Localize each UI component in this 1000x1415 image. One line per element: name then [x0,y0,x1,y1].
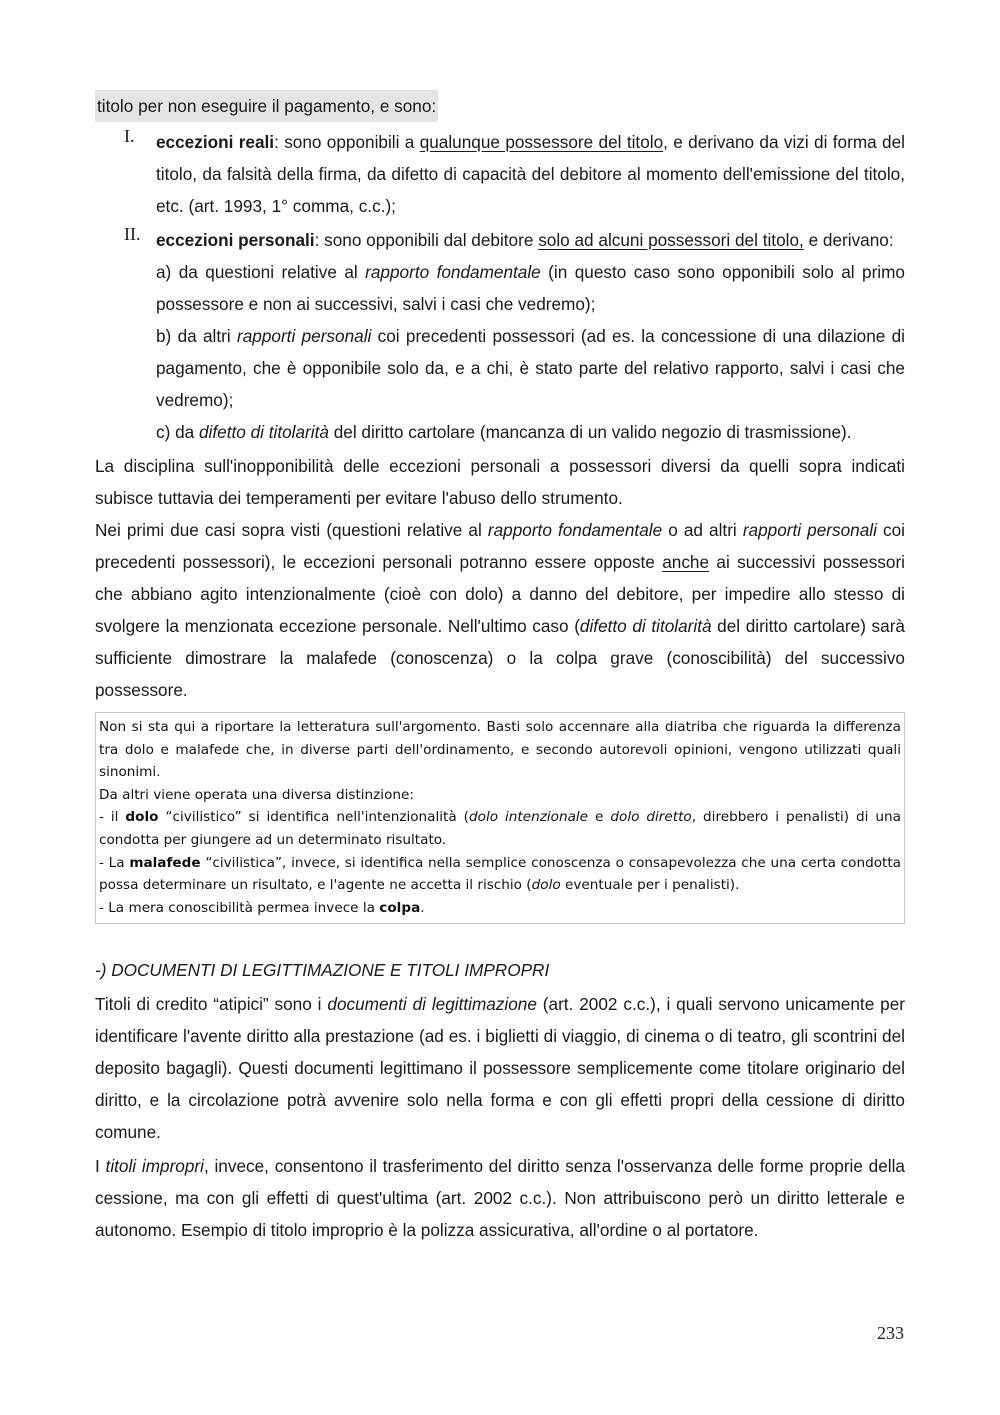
text: “civilistico” si identifica nell'intenzionalità ( [158,809,469,826]
italic-text: dolo intenzionale [469,809,589,826]
text: I [95,1156,106,1177]
sub-item-b [156,320,905,416]
paragraph-temperamenti [95,514,905,706]
italic-text: rapporti personali [742,520,877,540]
italic-text: dolo [531,877,561,894]
text: , e derivano da vizi di forma del titolo, da falsità della firma, da difetto di capacità del debitore al momento dell'emissione del titolo, etc. (art. 1993, 1° comma, c.c.); [156,132,905,216]
text: e [588,809,611,826]
bold-text: malafede [129,854,201,871]
page-content [95,90,905,1246]
text: , direbbero i penalisti) di una condotta per giungere ad un determinato risultato. [99,809,901,848]
text: e derivano: [803,230,894,250]
text: - La [99,854,130,871]
paragraph-inopponibilita: La disciplina sull'inopponibilità delle eccezioni personali a possessori diversi da quelli sopra indicati subisce tuttavia dei temperamenti per evitare l'abuso dello strumento. [95,456,905,508]
italic-text: rapporto fondamentale [365,262,541,282]
intro-highlight: titolo per non eseguire il pagamento, e sono: [95,90,438,122]
note-line-malafede [99,852,901,897]
text: coi precedenti possessori (ad es. la concessione di una dilazione di pagamento, che è opponibile solo da, e a chi, è stato parte del relativo rapporto, salvi i casi che vedremo); [156,326,905,410]
italic-text: rapporto fondamentale [487,520,663,540]
italic-text: dolo diretto [610,809,692,826]
bold-text: dolo [125,809,159,826]
italic-text: documenti di legittimazione [327,994,537,1015]
paragraph-titoli-impropri [95,1150,905,1246]
text: a) da questioni relative al [156,262,366,282]
note-box [95,712,905,924]
note-line-dolo [99,806,901,851]
list-item-text [156,224,905,256]
text: del diritto cartolare) sarà sufficiente dimostrare la malafede (conoscenza) o la colpa grave (conoscibilità) del successivo possessore. [95,616,905,700]
section-heading: -) DOCUMENTI DI LEGITTIMAZIONE E TITOLI IMPROPRI [95,960,550,981]
text: (art. 2002 c.c.), i quali servono unicamente per identificare l'avente diritto alla prestazione (ad es. i biglietti di viaggio, di cinema o di teatro, gli scontrini del deposito bagagli). Questi documenti legittimano il possessore semplicemente come titolare originario del diritto, e la circolazione potrà avvenire solo nella forma e con gli effetti propri della cessione di diritto comune. [95,994,905,1143]
italic-text: difetto di titolarità [579,616,712,636]
note-line: Da altri viene operata una diversa distinzione: [99,786,414,803]
list-number: I. [124,126,135,146]
underlined-text: solo ad alcuni possessori del titolo, [538,230,804,250]
list-item-eccezioni-reali [95,126,905,222]
text: del diritto cartolare (mancanza di un valido negozio di trasmissione). [328,422,852,442]
text: Titoli di credito “atipici” sono i [95,994,328,1015]
term: eccezioni reali [156,132,275,152]
sub-item-a [156,256,905,320]
italic-text: rapporti personali [237,326,372,346]
intro-line [95,90,905,122]
italic-text: titoli impropri [105,1156,204,1177]
italic-text: difetto di titolarità [199,422,329,442]
text: coi precedenti possessori), le eccezioni personali potranno essere opposte [95,520,905,572]
text: (in questo caso sono opponibili solo al primo possessore e non ai successivi, salvi i casi che vedremo); [156,262,905,314]
text: . [420,899,425,916]
text: ai successivi possessori che abbiano agito intenzionalmente (cioè con dolo) a danno del debitore, per impedire allo stesso di svolgere la menzionata eccezione personale. Nell'ultimo caso ( [95,552,905,636]
text: : sono opponibili a [274,132,420,152]
text: - il [99,809,126,826]
text: o ad altri [662,520,743,540]
list-item-eccezioni-personali [95,224,905,448]
text: c) da [156,422,199,442]
term: eccezioni personali [156,230,315,250]
bold-text: colpa [379,899,421,916]
text: eventuale per i penalisti). [560,877,740,894]
underlined-text: anche [662,552,710,572]
exceptions-list [95,126,905,448]
paragraph-documenti-legittimazione [95,988,905,1148]
underlined-text: qualunque possessore del titolo [419,132,664,152]
text: “civilistica”, invece, si identifica nella semplice conoscenza o consapevolezza che una certa condotta possa determinare un risultato, e l'agente ne accetta il rischio ( [99,854,901,894]
text: Nei primi due casi sopra visti (questioni relative al [95,520,488,540]
page-number: 233 [877,1323,904,1343]
note-line: Non si sta qui a riportare la letteratura sull'argomento. Basti solo accennare alla diatriba che riguarda la differenza tra dolo e malafede che, in diverse parti dell'ordinamento, e secondo autorevoli opinioni, vengono utilizzati quali sinonimi. [99,719,901,781]
text: , invece, consentono il trasferimento del diritto senza l'osservanza delle forme proprie della cessione, ma con gli effetti di quest'ultima (art. 2002 c.c.). Non attribuiscono però un diritto letterale e autonomo. Esempio di titolo improprio è la polizza assicurativa, all'ordine o al portatore. [95,1156,905,1241]
text: b) da altri [156,326,237,346]
list-number: II. [124,224,141,244]
note-line-colpa [99,897,901,920]
text: - La mera conoscibilità permea invece la [99,899,380,916]
list-item-text [156,126,905,222]
text: : sono opponibili dal debitore [314,230,539,250]
sub-item-c [156,416,905,448]
